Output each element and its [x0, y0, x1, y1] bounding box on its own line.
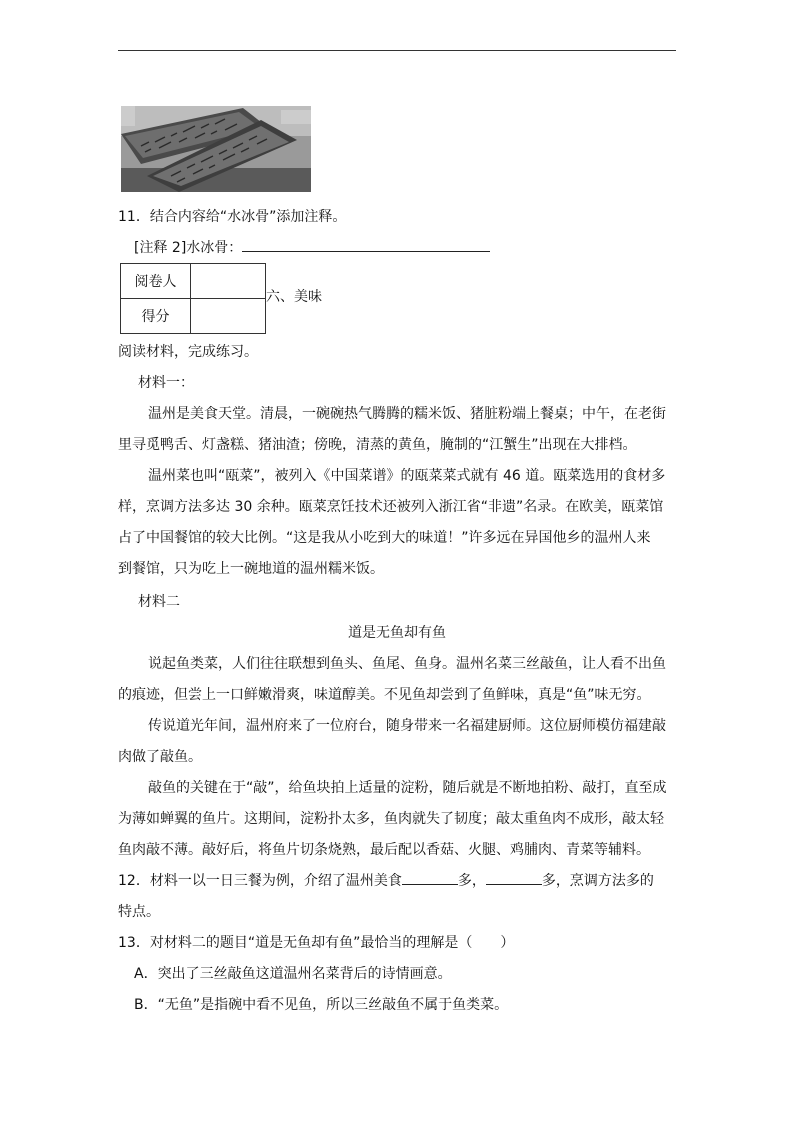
score-label: 得分 — [121, 299, 191, 334]
score-box — [120, 263, 266, 334]
reviewer-label: 阅卷人 — [121, 264, 191, 299]
question-12 — [118, 870, 654, 892]
question-11-note — [134, 237, 490, 259]
material-2-line: 传说道光年间，温州府来了一位府台，随身带来一名福建厨师。这位厨师模仿福建敲 — [148, 718, 666, 734]
section-title: 六、美味 — [266, 289, 322, 305]
reviewer-field[interactable] — [191, 264, 266, 299]
question-12-part-3: 多，烹调方法多的 — [541, 873, 654, 889]
material-2-line: 敲鱼的关键在于“敲”，给鱼块拍上适量的淀粉，随后就是不断地拍粉、敲打，直至成 — [148, 780, 667, 796]
header-rule — [118, 50, 676, 51]
material-1-line: 里寻觅鸭舌、灯盏糕、猪油渣；傍晚，清蒸的黄鱼，腌制的“江蟹生”出现在大排档。 — [118, 437, 637, 453]
material-1-line: 到餐馆，只为吃上一碗地道的温州糯米饭。 — [118, 561, 384, 577]
question-13-prompt: 13．对材料二的题目“道是无鱼却有鱼”最恰当的理解是（ ） — [118, 935, 515, 951]
material-2-line: 为薄如蝉翼的鱼片。这期间，淀粉扑太多，鱼肉就失了韧度；敲太重鱼肉不成形，敲太轻 — [118, 811, 664, 827]
material-1-line: 温州菜也叫“瓯菜”，被列入《中国菜谱》的瓯菜菜式就有 46 道。瓯菜选用的食材多 — [148, 468, 666, 484]
material-2-line: 肉做了敲鱼。 — [118, 749, 202, 765]
question-11-prompt: 11．结合内容给“水冰骨”添加注释。 — [118, 209, 347, 225]
material-1-line: 温州是美食天堂。清晨，一碗碗热气腾腾的糯米饭、猪脏粉端上餐桌；中午，在老街 — [148, 406, 666, 422]
carved-blocks-photo — [121, 106, 311, 192]
material-1-line: 占了中国餐馆的较大比例。“这是我从小吃到大的味道！”许多远在异国他乡的温州人来 — [118, 530, 651, 546]
material-2-heading: 材料二 — [138, 594, 180, 610]
option-a[interactable]: A．突出了三丝敲鱼这道温州名菜背后的诗情画意。 — [134, 966, 452, 982]
material-2-line: 的痕迹，但尝上一口鲜嫩滑爽，味道醇美。不见鱼却尝到了鱼鲜味，真是“鱼”味无穷。 — [118, 687, 651, 703]
material-1-line: 样，烹调方法多达 30 余种。瓯菜烹饪技术还被列入浙江省“非遗”名录。在欧美，瓯菜馆 — [118, 499, 664, 515]
note-label: [注释 2]水冰骨： — [134, 240, 243, 256]
material-2-line: 鱼肉敲不薄。敲好后，将鱼片切条烧熟，最后配以香菇、火腿、鸡脯肉、青菜等辅料。 — [118, 842, 650, 858]
score-field[interactable] — [191, 299, 266, 334]
answer-blank-1[interactable] — [402, 870, 458, 885]
question-12-part-1: 12．材料一以一日三餐为例，介绍了温州美食 — [118, 873, 402, 889]
question-12-line-2: 特点。 — [118, 904, 160, 920]
material-1-heading: 材料一： — [138, 375, 194, 391]
answer-blank-2[interactable] — [486, 870, 542, 885]
question-12-part-2: 多， — [457, 873, 486, 889]
material-2-line: 说起鱼类菜，人们往往联想到鱼头、鱼尾、鱼身。温州名菜三丝敲鱼，让人看不出鱼 — [148, 656, 666, 672]
material-2-title: 道是无鱼却有鱼 — [348, 625, 446, 641]
note-answer-blank[interactable] — [242, 237, 490, 252]
instruction: 阅读材料，完成练习。 — [118, 344, 258, 360]
option-b[interactable]: B．“无鱼”是指碗中看不见鱼，所以三丝敲鱼不属于鱼类菜。 — [134, 997, 509, 1013]
